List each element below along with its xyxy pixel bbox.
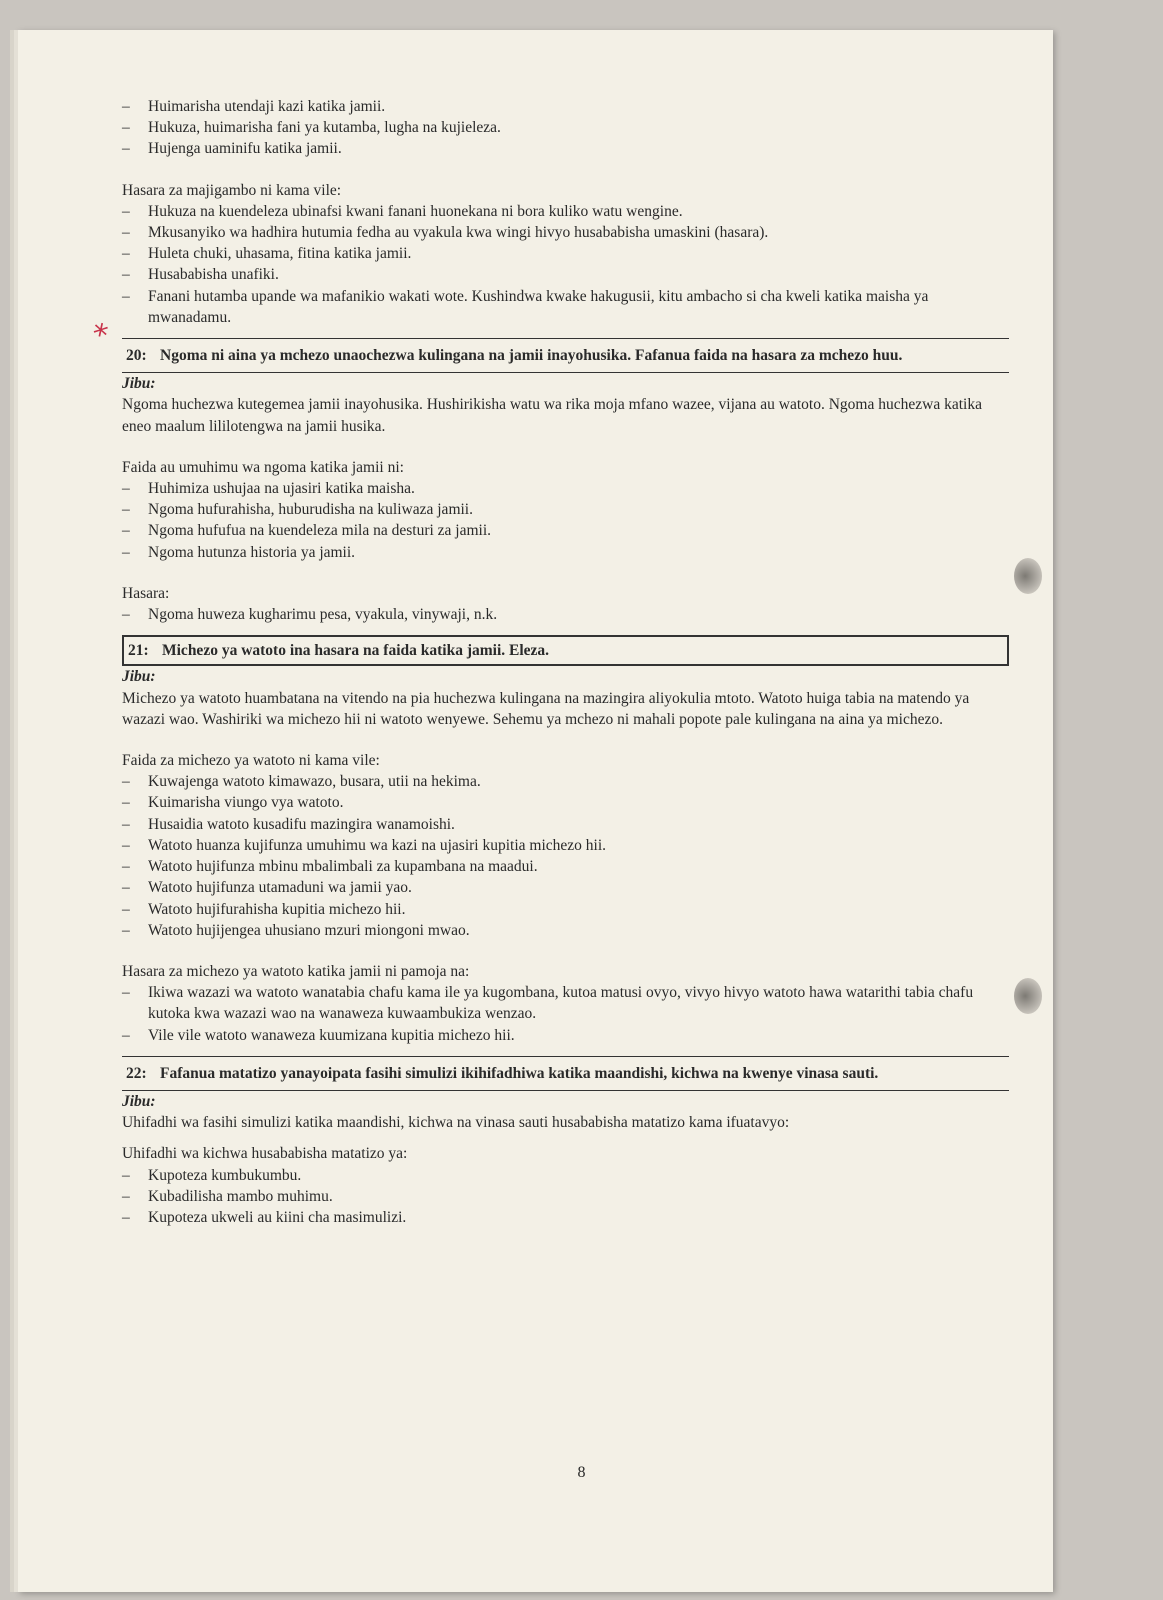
top-list (122, 96, 1009, 160)
list-item: – Husaidia watoto kusadifu mazingira wanamoishi. (122, 814, 1009, 835)
faida-list (122, 771, 1009, 941)
list-item: – Ngoma hutunza historia ya jamii. (122, 542, 1009, 563)
list-item: – Watoto huanza kujifunza umuhimu wa kazi na ujasiri kupitia michezo hii. (122, 835, 1009, 856)
hasara-list (122, 604, 1009, 625)
list-item: – Ngoma hufufua na kuendeleza mila na desturi za jamii. (122, 520, 1009, 541)
page-number: 8 (577, 1464, 586, 1481)
faida-list (122, 478, 1009, 563)
punch-hole-top (1014, 558, 1042, 594)
list-item: – Kuimarisha viungo vya watoto. (122, 792, 1009, 813)
margin-star-mark: * (88, 316, 111, 355)
kichwa-list (122, 1165, 1009, 1229)
question-text: Fafanua matatizo yanayoipata fasihi simulizi ikihifadhiwa katika maandishi, kichwa na kwenye vinasa sauti. (160, 1064, 879, 1082)
question-text: Michezo ya watoto ina hasara na faida katika jamii. Eleza. (162, 642, 550, 660)
list-item: – Kupoteza kumbukumbu. (122, 1165, 1009, 1186)
kichwa-intro: Uhifadhi wa kichwa husababisha matatizo ya: (122, 1145, 408, 1163)
question-number: 22: (126, 1064, 147, 1082)
list-item: – Watoto hujifurahisha kupitia michezo hii. (122, 899, 1009, 920)
list-item: – Kubadilisha mambo muhimu. (122, 1186, 1009, 1207)
question-text: Ngoma ni aina ya mchezo unaochezwa kulingana na jamii inayohusika. Fafanua faida na hasara za mchezo huu. (160, 347, 903, 365)
answer-text: Michezo ya watoto huambatana na vitendo na pia huchezwa kulingana na mazingira aliyokulia mtoto. Watoto huiga tabia na matendo ya wazazi wao. Washiriki wa michezo hii ni watoto wenyewe. Sehemu ya mchezo ni mahali popote pale kulingana na aina ya michezo. (122, 689, 970, 728)
list-item: – Ngoma hufurahisha, huburudisha na kuliwaza jamii. (122, 499, 1009, 520)
jibu-label: Jibu: (122, 375, 156, 393)
list-item: – Hukuza, huimarisha fani ya kutamba, lugha na kujieleza. (122, 117, 1009, 138)
jibu-label: Jibu: (122, 668, 156, 686)
list-item: – Huleta chuki, uhasama, fitina katika jamii. (122, 243, 1009, 264)
list-item: – Fanani hutamba upande wa mafanikio wakati wote. Kushindwa kwake hakugusii, kitu ambacho si cha kweli katika maisha ya mwanadamu. (122, 286, 1009, 328)
question-number: 21: (128, 642, 149, 660)
list-item: – Huimarisha utendaji kazi katika jamii. (122, 96, 1009, 117)
list-item: – Watoto hujifunza utamaduni wa jamii yao. (122, 877, 1009, 898)
question-22 (122, 1056, 1009, 1091)
list-item: – Mkusanyiko wa hadhira hutumia fedha au vyakula kwa wingi hivyo husababisha umaskini (hasara). (122, 222, 1009, 243)
hasara-intro: Hasara za michezo ya watoto katika jamii ni pamoja na: (122, 962, 470, 980)
list-item: – Kuwajenga watoto kimawazo, busara, utii na hekima. (122, 771, 1009, 792)
hasara-majigambo-intro: Hasara za majigambo ni kama vile: (122, 181, 342, 199)
list-item: – Ngoma huweza kugharimu pesa, vyakula, vinywaji, n.k. (122, 604, 1009, 625)
question-number: 20: (126, 347, 147, 365)
answer-text: Ngoma huchezwa kutegemea jamii inayohusika. Hushirikisha watu wa rika moja mfano wazee, vijana au watoto. Ngoma huchezwa katika eneo maalum lililotengwa na jamii husika. (122, 396, 982, 435)
question-20 (122, 338, 1009, 373)
list-item: – Kupoteza ukweli au kiini cha masimulizi. (122, 1207, 1009, 1228)
list-item: – Ikiwa wazazi wa watoto wanatabia chafu kama ile ya kugombana, kutoa matusi ovyo, vivyo hivyo watoto hawa watarithi tabia chafu kutoka kwa wazazi wao na wanaweza kuwaambukiza wenzao. (122, 982, 1009, 1024)
list-item: – Watoto hujifunza mbinu mbalimbali za kupambana na maadui. (122, 856, 1009, 877)
hasara-majigambo-list (122, 201, 1009, 328)
list-item: – Huhimiza ushujaa na ujasiri katika maisha. (122, 478, 1009, 499)
jibu-label: Jibu: (122, 1092, 156, 1110)
faida-intro: Faida au umuhimu wa ngoma katika jamii ni: (122, 458, 404, 476)
document-body (122, 96, 1009, 1228)
faida-intro: Faida za michezo ya watoto ni kama vile: (122, 752, 380, 770)
list-item: – Watoto hujijengea uhusiano mzuri miongoni mwao. (122, 920, 1009, 941)
list-item: – Vile vile watoto wanaweza kuumizana kupitia michezo hii. (122, 1025, 1009, 1046)
hasara-intro: Hasara: (122, 584, 170, 602)
answer-text: Uhifadhi wa fasihi simulizi katika maandishi, kichwa na vinasa sauti husababisha matatizo kama ifuatavyo: (122, 1114, 790, 1132)
punch-hole-bottom (1014, 978, 1042, 1014)
list-item: – Hujenga uaminifu katika jamii. (122, 138, 1009, 159)
list-item: – Hukuza na kuendeleza ubinafsi kwani fanani huonekana ni bora kuliko watu wengine. (122, 201, 1009, 222)
hasara-list (122, 982, 1009, 1046)
list-item: – Husababisha unafiki. (122, 264, 1009, 285)
question-21 (122, 635, 1009, 666)
